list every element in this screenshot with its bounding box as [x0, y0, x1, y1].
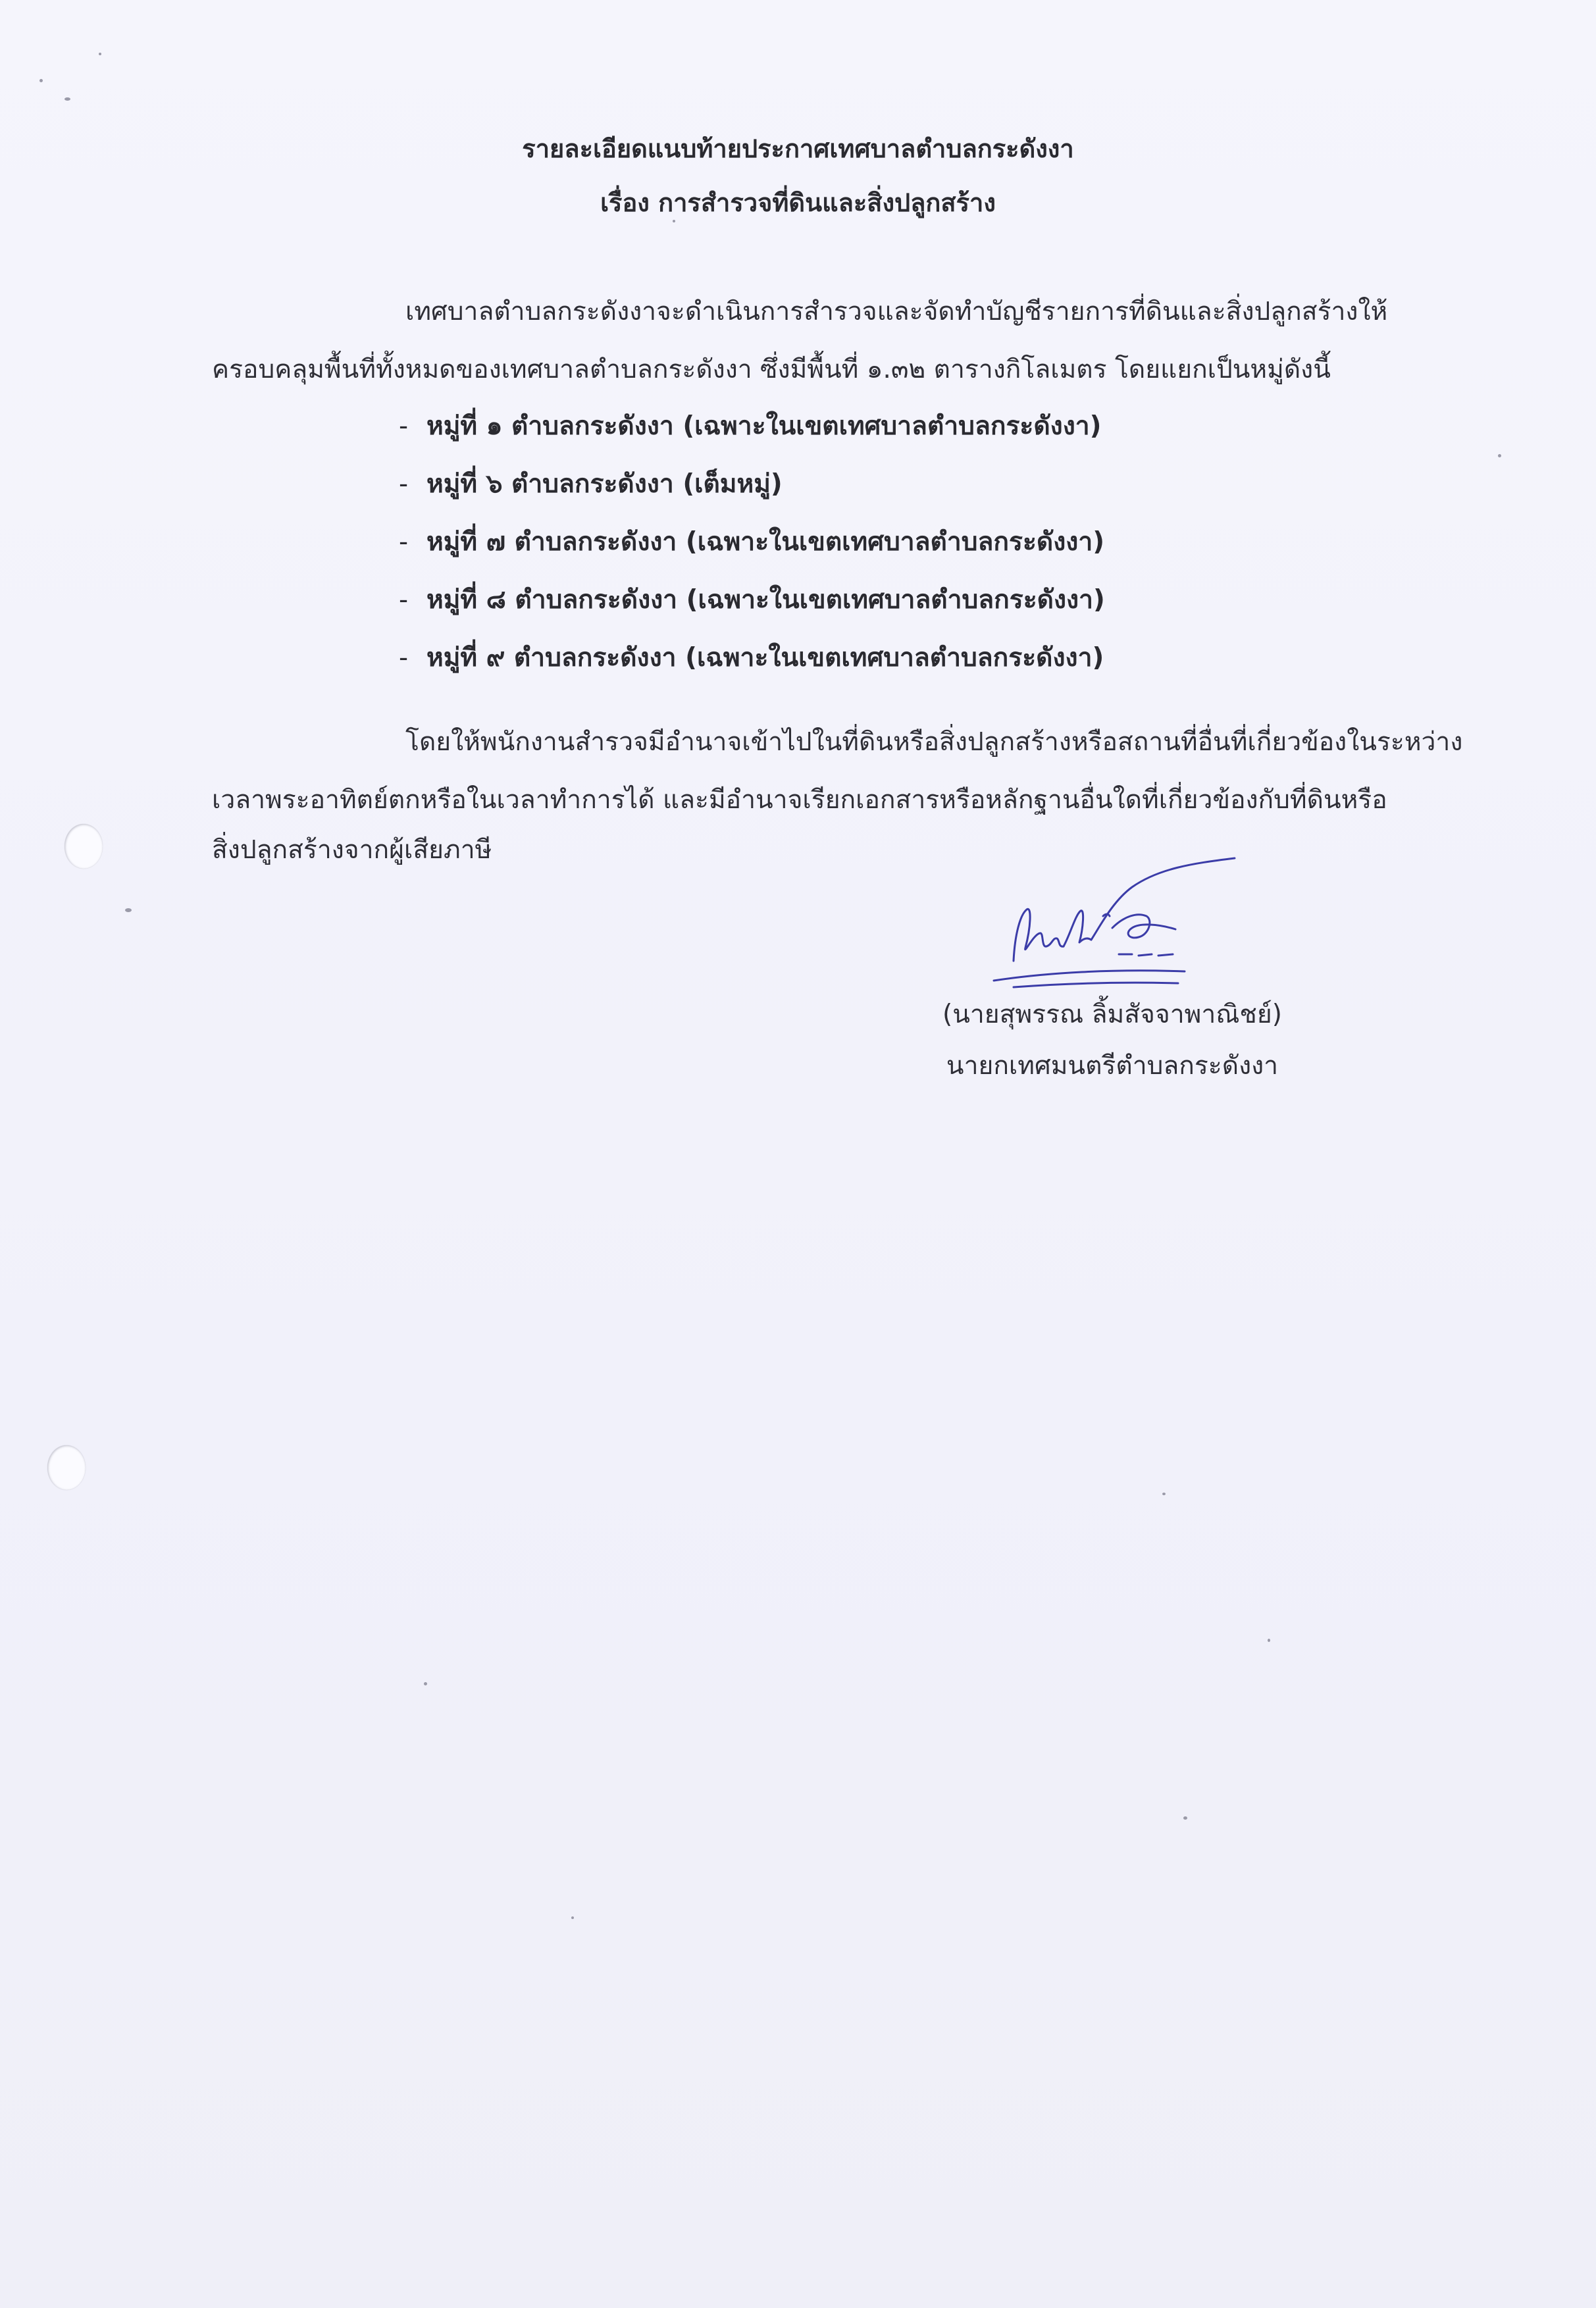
scan-speck [571, 1916, 574, 1919]
document-heading: รายละเอียดแนบท้ายประกาศเทศบาลตำบลกระดังงา [522, 134, 1074, 163]
scan-speck [64, 97, 70, 101]
scan-speck [1183, 1816, 1187, 1820]
village-text: หมู่ที่ ๖ ตำบลกระดังงา (เต็มหมู่) [426, 469, 783, 499]
list-item [399, 640, 1105, 698]
punch-hole-bottom [47, 1445, 86, 1490]
village-list [399, 408, 1105, 698]
village-text: หมู่ที่ ๘ ตำบลกระดังงา (เฉพาะในเขตเทศบาลตำบลกระดังงา) [426, 585, 1105, 615]
intro-line-2: ครอบคลุมพื้นที่ทั้งหมดของเทศบาลตำบลกระดังงา ซึ่งมีพื้นที่ ๑.๓๒ ตารางกิโลเมตร โดยแยกเป็นหมู่ดังนี้ [212, 355, 1331, 384]
scan-speck [673, 220, 675, 222]
scan-speck [125, 908, 132, 912]
list-dash: - [399, 527, 409, 557]
authority-line-2: เวลาพระอาทิตย์ตกหรือในเวลาทำการได้ และมีอำนาจเรียกเอกสารหรือหลักฐานอื่นใดที่เกี่ยวข้องกับที่ดินหรือ [212, 785, 1387, 815]
list-dash: - [399, 411, 409, 441]
document-subject: เรื่อง การสำรวจที่ดินและสิ่งปลูกสร้าง [600, 188, 996, 217]
punch-hole-top [64, 824, 103, 869]
list-item [399, 466, 1105, 524]
authority-line-3: สิ่งปลูกสร้างจากผู้เสียภาษี [212, 835, 492, 865]
list-item [399, 408, 1105, 466]
list-dash: - [399, 585, 409, 615]
scan-speck [1498, 454, 1501, 457]
scan-speck [424, 1682, 427, 1685]
list-dash: - [399, 469, 409, 499]
scan-speck [39, 79, 43, 82]
village-text: หมู่ที่ ๙ ตำบลกระดังงา (เฉพาะในเขตเทศบาลตำบลกระดังงา) [426, 643, 1104, 673]
list-item [399, 582, 1105, 640]
signatory-name: (นายสุพรรณ ลิ้มสัจจาพาณิชย์) [942, 1000, 1282, 1029]
intro-line-1: เทศบาลตำบลกระดังงาจะดำเนินการสำรวจและจัดทำบัญชีรายการที่ดินและสิ่งปลูกสร้างให้ [405, 297, 1388, 326]
list-item [399, 524, 1105, 582]
signatory-position: นายกเทศมนตรีตำบลกระดังงา [946, 1051, 1279, 1081]
scan-speck [1162, 1493, 1166, 1495]
village-text: หมู่ที่ ๑ ตำบลกระดังงา (เฉพาะในเขตเทศบาลตำบลกระดังงา) [426, 411, 1102, 441]
authority-line-1: โดยให้พนักงานสำรวจมีอำนาจเข้าไปในที่ดินหรือสิ่งปลูกสร้างหรือสถานที่อื่นที่เกี่ยวข้องในระหว่าง [405, 727, 1463, 757]
scan-speck [1268, 1639, 1270, 1642]
list-dash: - [399, 643, 409, 673]
signature-image [915, 856, 1257, 1000]
scan-speck [99, 53, 101, 55]
village-text: หมู่ที่ ๗ ตำบลกระดังงา (เฉพาะในเขตเทศบาลตำบลกระดังงา) [426, 527, 1105, 557]
